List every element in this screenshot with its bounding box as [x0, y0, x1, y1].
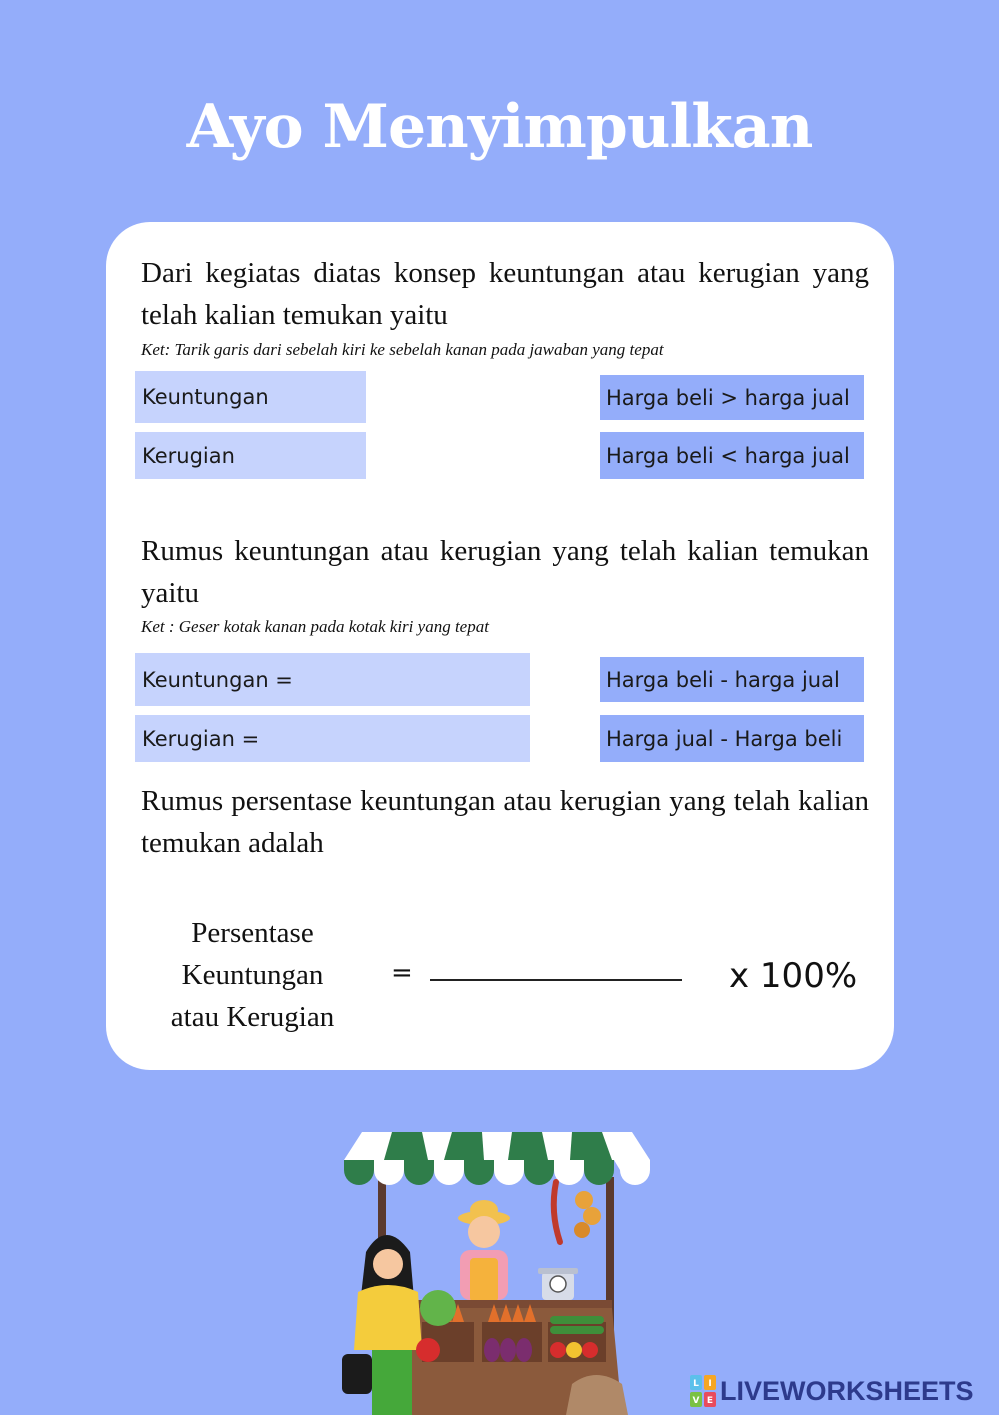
logo-letter: E: [706, 1396, 714, 1406]
brand-name[interactable]: LIVEWORKSHEETS: [720, 1375, 974, 1406]
drag-option-1[interactable]: Harga beli - harga jual: [600, 657, 864, 702]
formula-label-line: Persentase: [191, 917, 314, 949]
formula-label: [140, 912, 365, 1038]
logo-letter: V: [692, 1396, 700, 1406]
question-percentage: Rumus persentase keuntungan atau kerugian yang telah kalian temukan adalah: [141, 785, 869, 859]
match-right-option-2[interactable]: Harga beli < harga jual: [600, 432, 864, 479]
logo-letter: I: [708, 1379, 712, 1389]
liveworksheets-logo-icon: [690, 1375, 716, 1407]
formula-label-line: atau Kerugian: [170, 1001, 335, 1033]
fraction-line: [430, 979, 682, 981]
drop-target-keuntungan[interactable]: Keuntungan =: [135, 653, 530, 706]
match-left-keuntungan[interactable]: Keuntungan: [135, 371, 366, 423]
question-formula: Rumus keuntungan atau kerugian yang telah kalian temukan yaitu: [141, 535, 869, 609]
logo-letter: L: [693, 1379, 699, 1389]
liveworksheets-brand: [690, 1373, 974, 1409]
drop-target-kerugian[interactable]: Kerugian =: [135, 715, 530, 762]
formula-label-line: Keuntungan: [181, 959, 324, 991]
drag-option-2[interactable]: Harga jual - Harga beli: [600, 715, 864, 762]
equals-sign: =: [391, 958, 413, 988]
multiplier-text: x 100%: [729, 956, 858, 996]
match-left-kerugian[interactable]: Kerugian: [135, 432, 366, 479]
question-concept: Dari kegiatas diatas konsep keuntungan atau kerugian yang telah kalian temukan yaitu: [141, 257, 869, 331]
match-right-option-1[interactable]: Harga beli > harga jual: [600, 375, 864, 420]
page-title: Ayo Menyimpulkan: [186, 92, 813, 162]
instruction-note-match: Ket: Tarik garis dari sebelah kiri ke sebelah kanan pada jawaban yang tepat: [141, 340, 664, 359]
market-stall-illustration: [332, 1122, 662, 1415]
instruction-note-drag: Ket : Geser kotak kanan pada kotak kiri yang tepat: [141, 617, 489, 636]
